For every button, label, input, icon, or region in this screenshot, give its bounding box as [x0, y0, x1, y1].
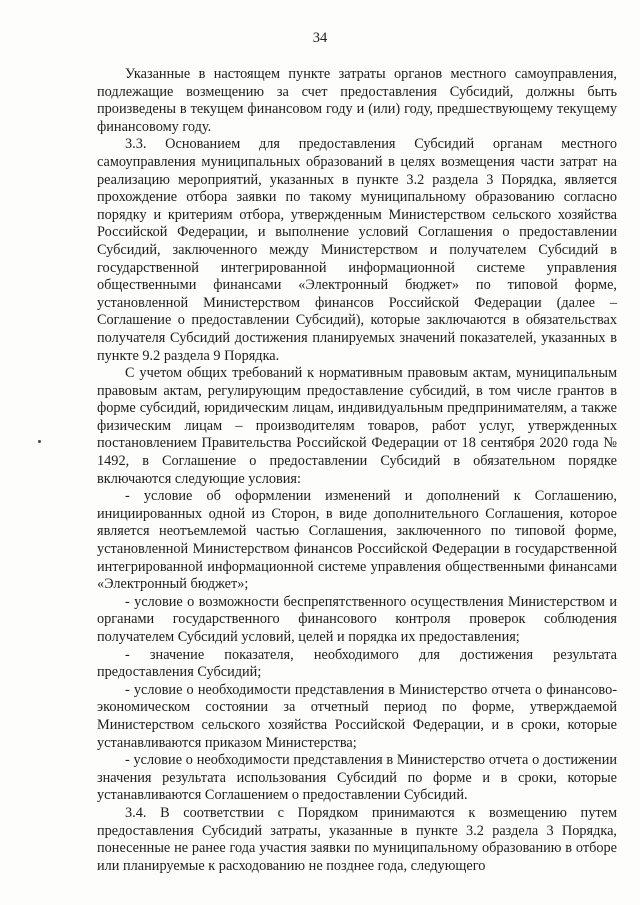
list-item-audit-condition: - условие о возможности беспрепятственного осуществления Министерством и органами государственного финансового контроля проверок соблюдения получателем Субсидий условий, целей и порядка их предоставления;	[97, 593, 617, 645]
scan-margin-mark	[38, 440, 41, 443]
paragraph-expenses-period: Указанные в настоящем пункте затраты органов местного самоуправления, подлежащие возмещению за счет предоставления Субсидий, должны быть произведены в текущем финансовом году и (или) году, предшествующему текущему финансовому году.	[97, 66, 617, 135]
document-body	[97, 66, 617, 875]
paragraph-3-4-reimbursement: 3.4. В соответствии с Порядком принимаются к возмещению путем предоставления Субсидий затраты, указанные в пункте 3.2 раздела 3 Порядка, понесенные не ранее года участия заявки по муниципальному образованию в отборе или планируемые к расходованию не позднее года, следующего	[97, 804, 617, 874]
list-item-result-report-condition: - условие о необходимости представления в Министерство отчета о достижении значения результата использования Субсидий по форме и в сроки, которые устанавливаются Соглашением о предоставлении Субсидий.	[97, 752, 617, 804]
paragraph-3-3-basis: 3.3. Основанием для предоставления Субсидий органам местного самоуправления муниципальных образований в целях возмещения части затрат на реализацию мероприятий, указанных в пункте 3.2 раздела 3 Порядка, является прохождение отбора заявки по такому муниципальному образованию согласно порядку и критериям отбора, утвержденным Министерством сельского хозяйства Российской Федерации, и выполнение условий Соглашения о предоставлении Субсидий, заключенного между Министерством и получателем Субсидий в государственной интегрированной информационной системе управления общественными финансами «Электронный бюджет» по типовой форме, установленной Министерством финансов Российской Федерации (далее – Соглашение о предоставлении Субсидий), которые заключаются в обязательствах получателя Субсидий достижения планируемых значений показателей, указанных в пункте 9.2 раздела 9 Порядка.	[97, 136, 617, 364]
list-item-financial-report-condition: - условие о необходимости представления в Министерство отчета о финансово-экономическом состоянии за отчетный период по форме, утверждаемой Министерством сельского хозяйства Российской Федерации, и в сроки, которые устанавливаются приказом Министерства;	[97, 681, 617, 751]
paragraph-general-requirements: С учетом общих требований к нормативным правовым актам, муниципальным правовым актам, регулирующим предоставление субсидий, в том числе грантов в форме субсидий, юридическим лицам, индивидуальным предпринимателям, а также физическим лицам – производителям товаров, работ услуг, утвержденных постановлением Правительства Российской Федерации от 18 сентября 2020 года № 1492, в Соглашение о предоставлении Субсидий в обязательном порядке включаются следующие условия:	[97, 365, 617, 487]
list-item-indicator-value: - значение показателя, необходимого для достижения результата предоставления Субсидий;	[97, 646, 617, 681]
list-item-amendments-condition: - условие об оформлении изменений и дополнений к Соглашению, инициированных одной из Сторон, в виде дополнительного Соглашения, которое является неотъемлемой частью Соглашения, заключенного по типовой форме, установленной Министерством финансов Российской Федерации в государственной интегрированной информационной системе управления общественными финансами «Электронный бюджет»;	[97, 488, 617, 593]
page-number: 34	[312, 30, 328, 46]
